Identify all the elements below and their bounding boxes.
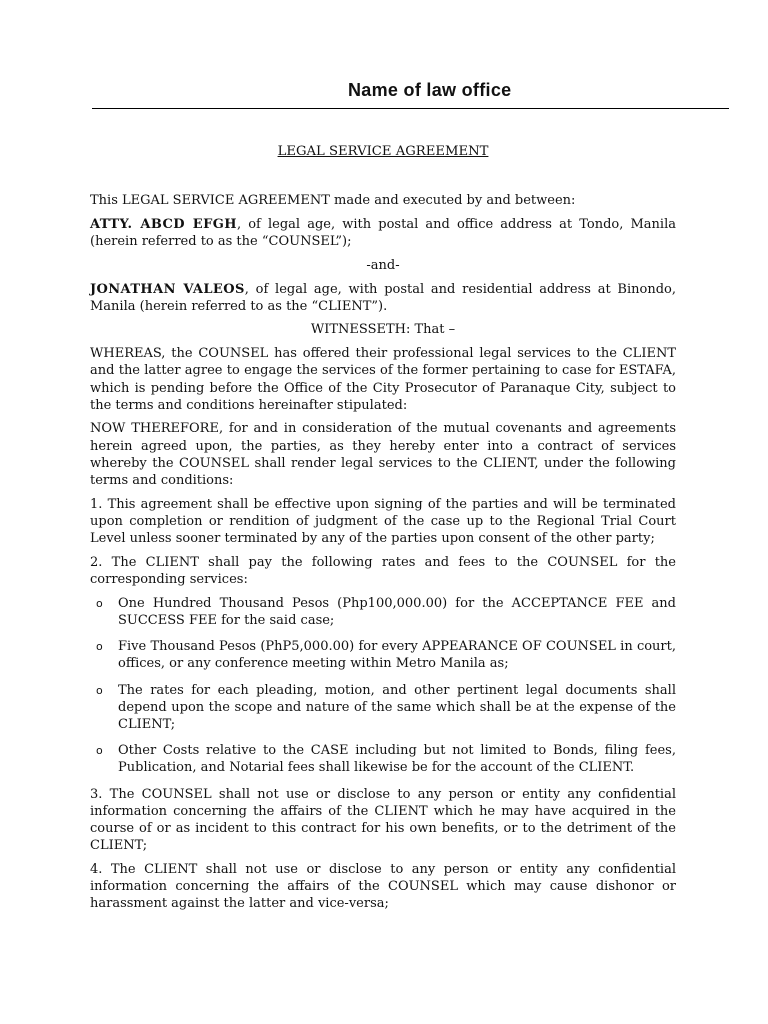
- clause-2: 2. The CLIENT shall pay the following rates and fees to the COUNSEL for the corresponding services:: [90, 554, 676, 588]
- witnesseth-heading: WITNESSETH: That –: [310, 322, 456, 338]
- agreement-body: [90, 143, 676, 919]
- bullet-icon: o: [96, 640, 103, 654]
- whereas-paragraph: WHEREAS, the COUNSEL has offered their professional legal services to the CLIENT and the latter agree to engage the services of the former pertaining to case for ESTAFA, which is pending before the Office of the City Prosecutor of Paranaque City, subject to the terms and conditions hereinafter stipulated:: [90, 346, 676, 413]
- list-item: [90, 742, 676, 776]
- document-title: LEGAL SERVICE AGREEMENT: [277, 144, 489, 159]
- list-item: [90, 595, 676, 629]
- bullet-icon: o: [96, 683, 103, 697]
- rate-text: One Hundred Thousand Pesos (Php100,000.00) for the ACCEPTANCE FEE and SUCCESS FEE for the said case;: [118, 595, 676, 628]
- clause-4: 4. The CLIENT shall not use or disclose to any person or entity any confidential information concerning the affairs of the COUNSEL which may cause dishonor or harassment against the latter and vice-versa;: [90, 861, 676, 912]
- client-details: , of legal age, with postal and residential address at Binondo, Manila (herein referred to as the “CLIENT”).: [90, 281, 676, 314]
- counsel-name: ATTY. ABCD EFGH: [90, 216, 237, 232]
- counsel-details: , of legal age, with postal and office address at Tondo, Manila (herein referred to as the “COUNSEL”);: [90, 216, 676, 250]
- rate-text: The rates for each pleading, motion, and other pertinent legal documents shall depend upon the scope and nature of the same which shall be at the expense of the CLIENT;: [118, 682, 676, 732]
- bullet-icon: o: [96, 744, 103, 758]
- list-item: [90, 638, 676, 672]
- rate-text: Five Thousand Pesos (PhP5,000.00) for every APPEARANCE OF COUNSEL in court, offices, or any conference meeting within Metro Manila as;: [118, 639, 676, 672]
- client-name: JONATHAN VALEOS: [90, 281, 245, 297]
- rate-text: Other Costs relative to the CASE including but not limited to Bonds, filing fees, Publication, and Notarial fees shall likewise be for the account of the CLIENT.: [118, 743, 676, 776]
- and-separator: -and-: [366, 257, 400, 273]
- client-paragraph: [90, 281, 676, 315]
- law-office-name: Name of law office: [348, 80, 512, 100]
- now-therefore-paragraph: NOW THEREFORE, for and in consideration of the mutual covenants and agreements herein agreed upon, the parties, as they hereby enter into a contract of services whereby the COUNSEL shall render legal services to the CLIENT, under the following terms and conditions:: [90, 421, 676, 489]
- rates-list: [90, 595, 676, 777]
- clause-3: 3. The COUNSEL shall not use or disclose to any person or entity any confidential information concerning the affairs of the CLIENT which he may have acquired in the course of or as incident to this contract for his own benefits, or to the detriment of the CLIENT;: [90, 786, 676, 854]
- bullet-icon: o: [96, 596, 103, 610]
- intro-paragraph: This LEGAL SERVICE AGREEMENT made and executed by and between:: [90, 193, 576, 209]
- header-divider: [92, 108, 729, 109]
- counsel-paragraph: [90, 216, 676, 250]
- clause-1: 1. This agreement shall be effective upon signing of the parties and will be terminated upon completion or rendition of judgment of the case up to the Regional Trial Court Level unless sooner terminated by any of the parties upon consent of the other party;: [90, 496, 676, 547]
- list-item: [90, 682, 676, 734]
